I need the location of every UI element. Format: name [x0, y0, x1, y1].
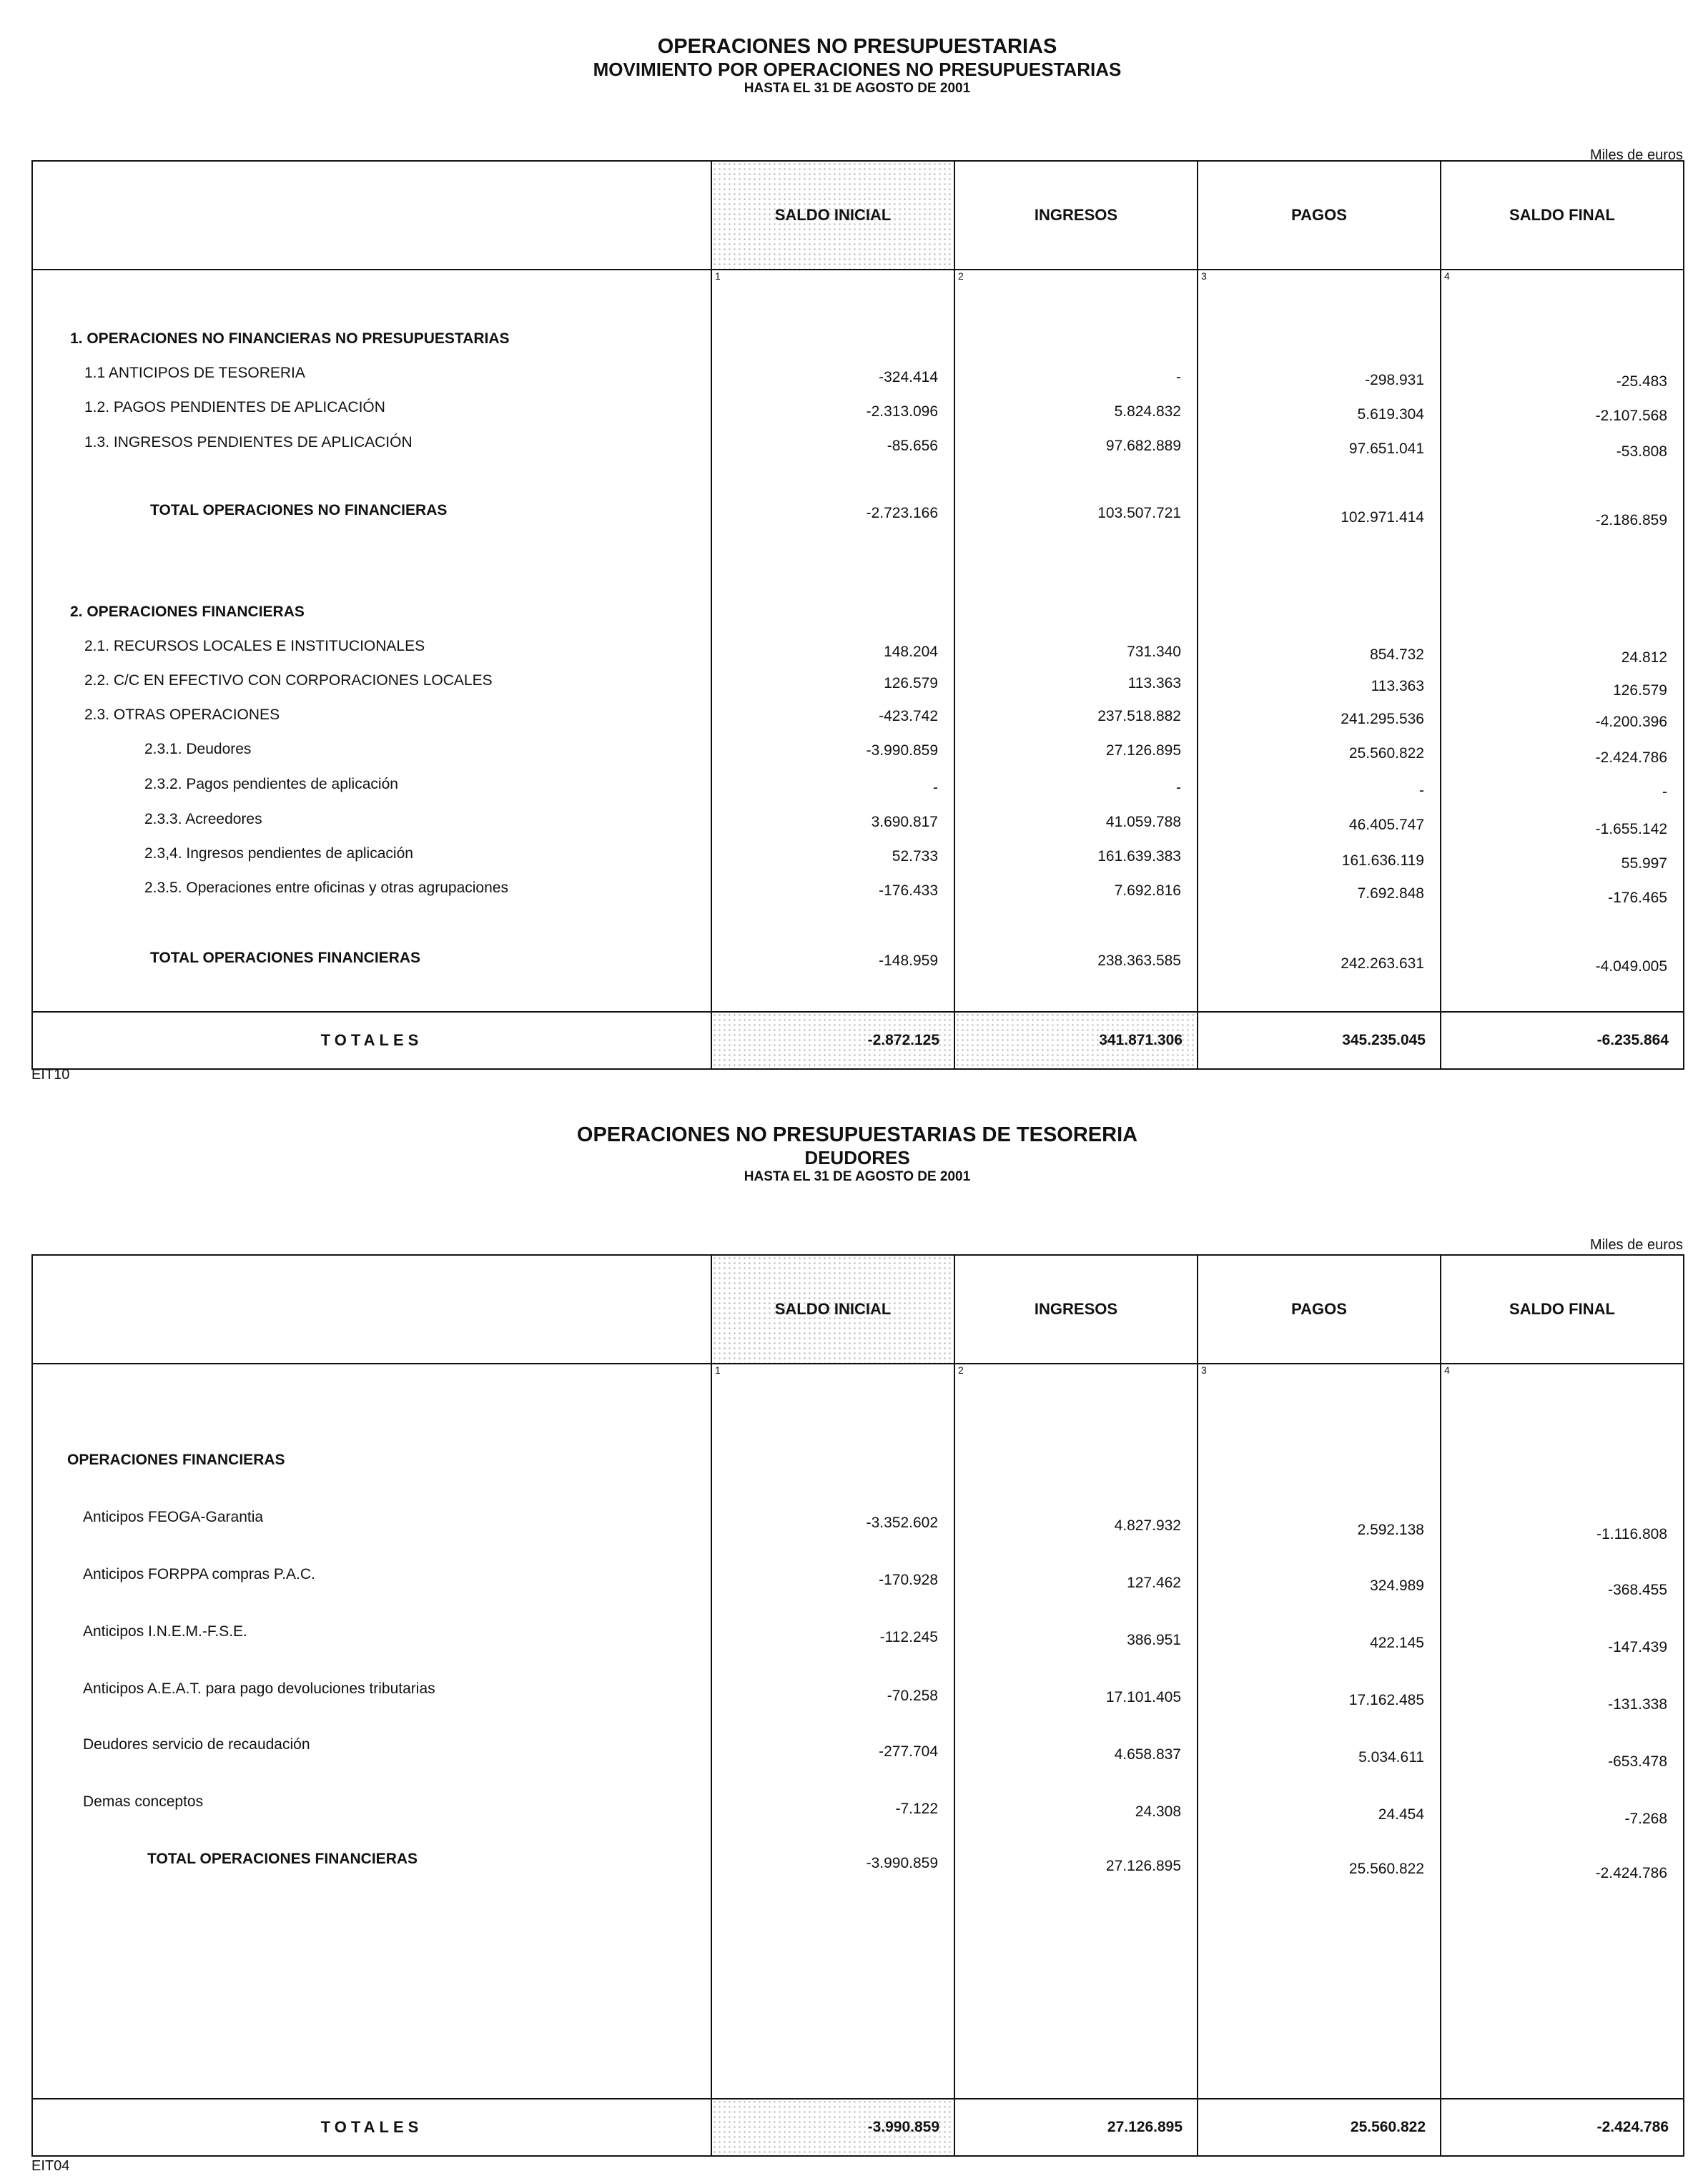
- report-2-header-blank: [32, 1255, 711, 1364]
- report-2-col-ingresos: [954, 1364, 1198, 2099]
- cell-value: 126.579: [1613, 682, 1667, 699]
- row-label: 2.2. C/C EN EFECTIVO CON CORPORACIONES LOCALES: [84, 672, 493, 689]
- report-2: [31, 1123, 1683, 2174]
- cell-value: -7.122: [895, 1801, 938, 1817]
- row-label: 1.2. PAGOS PENDIENTES DE APLICACIÓN: [84, 399, 385, 415]
- cell-value: 161.639.383: [1097, 848, 1181, 865]
- cell-value: 854.732: [1370, 646, 1424, 663]
- column-header-ingresos: INGRESOS: [954, 161, 1198, 270]
- cell-value: -: [1176, 369, 1181, 385]
- row-label: Anticipos FEOGA-Garantia: [83, 1509, 264, 1525]
- report-1-title: OPERACIONES NO PRESUPUESTARIAS: [657, 35, 1057, 58]
- report-1-table: [31, 160, 1684, 1070]
- report-1-header-row: [32, 161, 1684, 270]
- report-2-body: [32, 1364, 1684, 2099]
- cell-value: 386.951: [1127, 1632, 1181, 1648]
- report-2-code: EIT04: [31, 2158, 70, 2174]
- cell-value: 97.651.041: [1348, 440, 1424, 457]
- cell-value: 422.145: [1370, 1635, 1424, 1651]
- cell-value: 52.733: [892, 848, 938, 865]
- report-1-units: Miles de euros: [1589, 147, 1683, 163]
- cell-value: -: [933, 779, 938, 796]
- row-label: TOTAL OPERACIONES NO FINANCIERAS: [150, 502, 448, 518]
- cell-value: 5.619.304: [1357, 406, 1424, 423]
- cell-value: 7.692.848: [1357, 885, 1424, 902]
- cell-value: -2.107.568: [1595, 408, 1667, 424]
- cell-value: -85.656: [887, 438, 938, 454]
- cell-value: -176.433: [879, 882, 938, 899]
- total-saldo-inicial: -3.990.859: [711, 2099, 954, 2156]
- report-1-col-saldo-final: [1441, 270, 1684, 1012]
- cell-value: 24.812: [1621, 649, 1667, 666]
- cell-value: -423.742: [879, 708, 938, 724]
- cell-value: -3.352.602: [866, 1515, 938, 1531]
- total-saldo-final: -2.424.786: [1441, 2099, 1684, 2156]
- column-header-saldo-inicial: SALDO INICIAL: [711, 161, 954, 270]
- cell-value: -277.704: [879, 1743, 938, 1760]
- row-label: TOTAL OPERACIONES FINANCIERAS: [150, 950, 421, 966]
- total-pagos: 25.560.822: [1198, 2099, 1441, 2156]
- cell-value: 126.579: [884, 675, 938, 691]
- cell-value: -653.478: [1608, 1753, 1667, 1770]
- cell-value: -2.424.786: [1595, 1865, 1667, 1881]
- column-number: 2: [958, 1364, 964, 1376]
- cell-value: -4.200.396: [1595, 714, 1667, 730]
- cell-value: 7.692.816: [1114, 882, 1181, 899]
- row-label: Anticipos I.N.E.M.-F.S.E.: [83, 1623, 247, 1640]
- row-label: Demas conceptos: [83, 1793, 204, 1810]
- row-label: OPERACIONES FINANCIERAS: [67, 1452, 285, 1468]
- cell-value: -368.455: [1608, 1582, 1667, 1598]
- cell-value: -3.990.859: [866, 742, 938, 759]
- report-2-titles: [31, 1123, 1683, 1186]
- report-1-col-saldo-inicial: [711, 270, 954, 1012]
- cell-value: -: [1662, 784, 1667, 800]
- cell-value: 17.162.485: [1348, 1692, 1424, 1708]
- total-pagos: 345.235.045: [1198, 1012, 1441, 1069]
- column-header-pagos: PAGOS: [1198, 161, 1441, 270]
- cell-value: 113.363: [1127, 675, 1181, 691]
- cell-value: 102.971.414: [1341, 509, 1424, 526]
- cell-value: -147.439: [1608, 1639, 1667, 1655]
- report-1-totals-row: [32, 1012, 1684, 1069]
- cell-value: 242.263.631: [1341, 955, 1424, 972]
- cell-value: -1.655.142: [1595, 821, 1667, 837]
- cell-value: -4.049.005: [1595, 958, 1667, 975]
- cell-value: 5.824.832: [1114, 403, 1181, 420]
- column-number: 2: [958, 270, 964, 282]
- row-label: 1.3. INGRESOS PENDIENTES DE APLICACIÓN: [84, 434, 413, 451]
- cell-value: 3.690.817: [871, 814, 938, 830]
- report-1-subtitle: MOVIMIENTO POR OPERACIONES NO PRESUPUESTARIAS: [593, 59, 1122, 80]
- column-header-pagos: PAGOS: [1198, 1255, 1441, 1364]
- report-2-table: [31, 1254, 1684, 2157]
- report-2-col-saldo-inicial: [711, 1364, 954, 2099]
- cell-value: -298.931: [1365, 372, 1424, 388]
- column-header-saldo-final: SALDO FINAL: [1441, 1255, 1684, 1364]
- cell-value: 324.989: [1370, 1577, 1424, 1594]
- row-label: 1. OPERACIONES NO FINANCIERAS NO PRESUPUESTARIAS: [70, 330, 510, 347]
- cell-value: 46.405.747: [1348, 817, 1424, 833]
- cell-value: 731.340: [1127, 644, 1181, 660]
- cell-value: -170.928: [879, 1572, 938, 1588]
- cell-value: 55.997: [1621, 855, 1667, 872]
- cell-value: 237.518.882: [1097, 708, 1181, 724]
- cell-value: 113.363: [1371, 678, 1424, 694]
- row-label: 2.3. OTRAS OPERACIONES: [84, 707, 280, 723]
- cell-value: 17.101.405: [1105, 1689, 1181, 1705]
- cell-value: -324.414: [879, 369, 938, 385]
- cell-value: 238.363.585: [1097, 952, 1181, 969]
- cell-value: 148.204: [884, 644, 938, 660]
- cell-value: 127.462: [1127, 1575, 1181, 1591]
- cell-value: -2.313.096: [866, 403, 938, 420]
- cell-value: -176.465: [1608, 890, 1667, 906]
- report-1-col-pagos: [1198, 270, 1441, 1012]
- report-2-subtitle: DEUDORES: [804, 1147, 910, 1168]
- report-2-header-row: [32, 1255, 1684, 1364]
- report-2-totals-row: [32, 2099, 1684, 2156]
- cell-value: -1.116.808: [1596, 1526, 1667, 1542]
- total-saldo-final: -6.235.864: [1441, 1012, 1684, 1069]
- row-label: 2. OPERACIONES FINANCIERAS: [70, 604, 305, 620]
- totals-label: TOTALES: [32, 2099, 711, 2156]
- row-label: 2.3.2. Pagos pendientes de aplicación: [144, 776, 398, 792]
- cell-value: -131.338: [1608, 1696, 1667, 1713]
- report-1-col-ingresos: [954, 270, 1198, 1012]
- column-header-ingresos: INGRESOS: [954, 1255, 1198, 1364]
- report-1-label-column: [32, 270, 711, 1012]
- column-number: 3: [1201, 270, 1207, 282]
- report-2-date: HASTA EL 31 DE AGOSTO DE 2001: [744, 1169, 971, 1184]
- cell-value: 161.636.119: [1341, 852, 1424, 869]
- cell-value: -3.990.859: [866, 1855, 938, 1871]
- row-label: Deudores servicio de recaudación: [83, 1736, 310, 1753]
- report-1-date: HASTA EL 31 DE AGOSTO DE 2001: [744, 81, 971, 96]
- cell-value: -2.186.859: [1595, 512, 1667, 528]
- column-number: 3: [1201, 1364, 1207, 1376]
- report-2-units: Miles de euros: [1589, 1237, 1683, 1253]
- total-ingresos: 27.126.895: [954, 2099, 1198, 2156]
- row-label: 2.1. RECURSOS LOCALES E INSTITUCIONALES: [84, 638, 425, 654]
- cell-value: 41.059.788: [1105, 814, 1181, 830]
- cell-value: -2.723.166: [866, 505, 938, 521]
- column-header-saldo-inicial: SALDO INICIAL: [711, 1255, 954, 1364]
- cell-value: -112.245: [879, 1629, 938, 1645]
- report-1: [31, 34, 1683, 1083]
- cell-value: 24.308: [1135, 1803, 1181, 1820]
- cell-value: 27.126.895: [1105, 1858, 1181, 1874]
- cell-value: 103.507.721: [1097, 505, 1181, 521]
- cell-value: 97.682.889: [1105, 438, 1181, 454]
- report-2-col-saldo-final: [1441, 1364, 1684, 2099]
- cell-value: 5.034.611: [1358, 1749, 1424, 1766]
- row-label: 2.3.5. Operaciones entre oficinas y otras agrupaciones: [144, 880, 508, 896]
- report-1-code: EIT10: [31, 1067, 70, 1083]
- column-number: 4: [1444, 270, 1450, 282]
- cell-value: -53.808: [1616, 443, 1667, 460]
- cell-value: -7.268: [1624, 1811, 1667, 1827]
- cell-value: 4.827.932: [1114, 1517, 1181, 1534]
- total-ingresos: 341.871.306: [954, 1012, 1198, 1069]
- row-label: 2.3,4. Ingresos pendientes de aplicación: [144, 845, 413, 862]
- column-header-saldo-final: SALDO FINAL: [1441, 161, 1684, 270]
- cell-value: 4.658.837: [1114, 1746, 1181, 1763]
- row-label: Anticipos FORPPA compras P.A.C.: [83, 1566, 315, 1582]
- row-label: 1.1 ANTICIPOS DE TESORERIA: [84, 365, 305, 381]
- cell-value: 241.295.536: [1341, 711, 1424, 727]
- cell-value: 27.126.895: [1105, 742, 1181, 759]
- cell-value: 2.592.138: [1357, 1522, 1424, 1538]
- column-number: 1: [715, 1364, 721, 1376]
- cell-value: -2.424.786: [1595, 749, 1667, 766]
- totals-label: TOTALES: [32, 1012, 711, 1069]
- row-label: 2.3.1. Deudores: [144, 741, 252, 757]
- cell-value: 24.454: [1378, 1806, 1424, 1823]
- cell-value: -25.483: [1616, 373, 1667, 390]
- report-2-title: OPERACIONES NO PRESUPUESTARIAS DE TESORERIA: [576, 1123, 1138, 1146]
- cell-value: 25.560.822: [1348, 1861, 1424, 1877]
- report-1-titles: [31, 34, 1683, 97]
- row-label: 2.3.3. Acreedores: [144, 811, 262, 827]
- report-1-body: [32, 270, 1684, 1012]
- cell-value: -70.258: [887, 1688, 938, 1704]
- row-label: Anticipos A.E.A.T. para pago devoluciones tributarias: [83, 1680, 435, 1697]
- report-2-col-pagos: [1198, 1364, 1441, 2099]
- cell-value: -: [1176, 779, 1181, 796]
- total-saldo-inicial: -2.872.125: [711, 1012, 954, 1069]
- cell-value: -148.959: [879, 952, 938, 969]
- column-number: 1: [715, 270, 721, 282]
- report-2-label-column: [32, 1364, 711, 2099]
- cell-value: -: [1419, 782, 1424, 799]
- report-1-header-blank: [32, 161, 711, 270]
- column-number: 4: [1444, 1364, 1450, 1376]
- cell-value: 25.560.822: [1348, 745, 1424, 762]
- row-label: TOTAL OPERACIONES FINANCIERAS: [147, 1851, 418, 1867]
